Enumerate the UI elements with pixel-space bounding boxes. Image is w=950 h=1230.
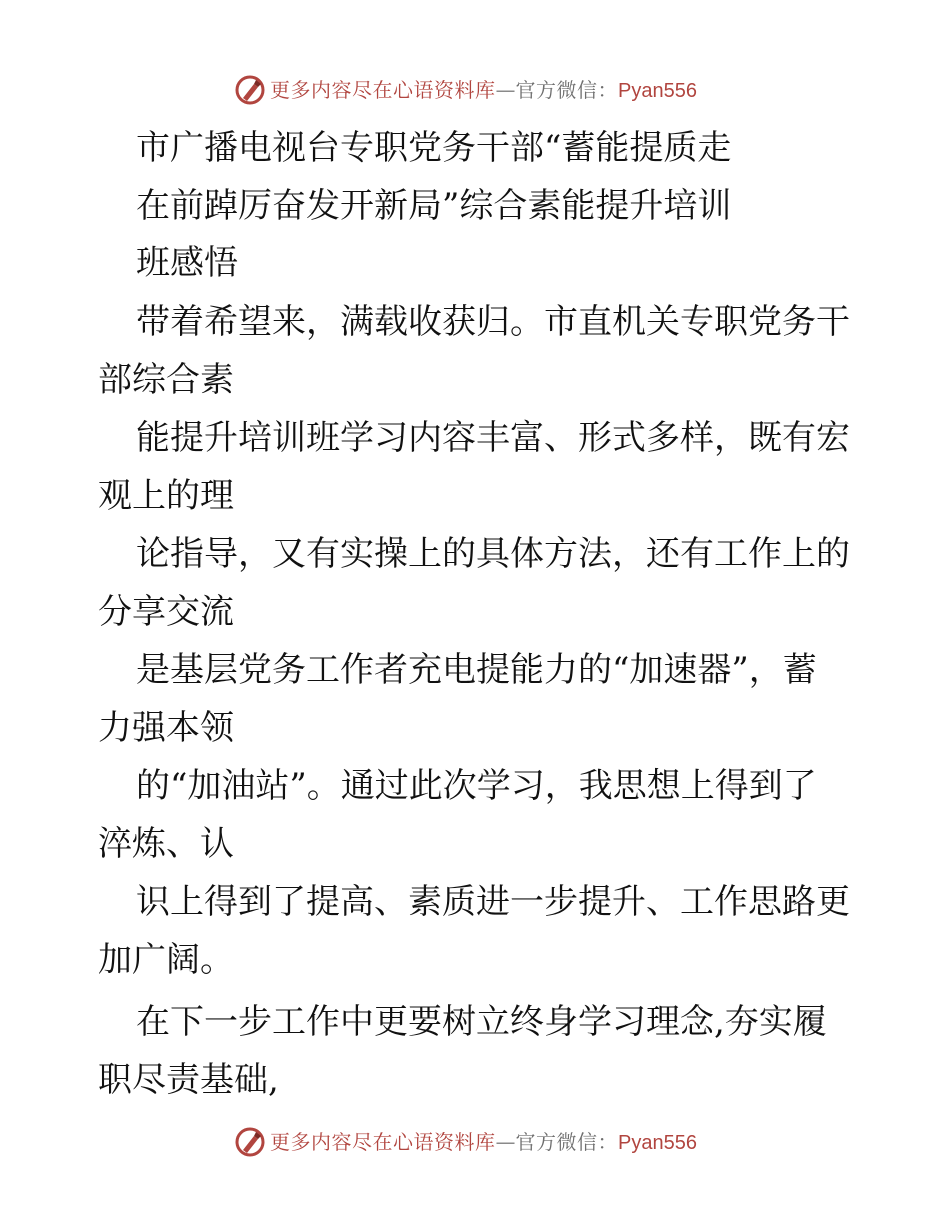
body-line: 能提升培训班学习内容丰富、形式多样，既有宏 bbox=[136, 418, 850, 458]
body-line: 部综合素 bbox=[98, 360, 234, 400]
watermark-account-id: Pyan556 bbox=[618, 80, 697, 102]
title-line-3: 班感悟 bbox=[136, 243, 238, 283]
watermark-text bbox=[270, 1130, 697, 1155]
watermark-official-label: 官方微信： bbox=[515, 1130, 618, 1154]
watermark-site-text: 更多内容尽在心语资料库 bbox=[270, 1130, 496, 1154]
body-line: 带着希望来，满载收获归。市直机关专职党务干 bbox=[136, 302, 850, 342]
watermark-site-text: 更多内容尽在心语资料库 bbox=[270, 78, 496, 102]
body-line: 力强本领 bbox=[98, 708, 234, 748]
body-line: 是基层党务工作者充电提能力的“加速器”，蓄 bbox=[136, 650, 817, 690]
title-line-1: 市广播电视台专职党务干部“蓄能提质走 bbox=[136, 128, 732, 168]
body-line: 在下一步工作中更要树立终身学习理念,夯实履 bbox=[136, 1002, 827, 1042]
header-watermark bbox=[0, 72, 950, 108]
body-line: 论指导，又有实操上的具体方法，还有工作上的 bbox=[136, 534, 850, 574]
watermark-dash: — bbox=[495, 78, 516, 102]
body-line: 职尽责基础, bbox=[98, 1060, 279, 1100]
body-line: 识上得到了提高、素质进一步提升、工作思路更 bbox=[136, 882, 850, 922]
pen-logo-icon bbox=[234, 74, 266, 106]
body-line: 的“加油站”。通过此次学习，我思想上得到了 bbox=[136, 766, 817, 806]
body-line: 观上的理 bbox=[98, 476, 234, 516]
body-line: 淬炼、认 bbox=[98, 824, 234, 864]
watermark-dash: — bbox=[495, 1130, 516, 1154]
watermark-text bbox=[270, 78, 697, 103]
body-line: 分享交流 bbox=[98, 592, 234, 632]
footer-watermark bbox=[0, 1124, 950, 1160]
body-line: 加广阔。 bbox=[98, 940, 234, 980]
pen-logo-icon bbox=[234, 1126, 266, 1158]
watermark-official-label: 官方微信： bbox=[515, 78, 618, 102]
title-line-2: 在前踔厉奋发开新局”综合素能提升培训 bbox=[136, 186, 732, 226]
watermark-account-id: Pyan556 bbox=[618, 1132, 697, 1154]
